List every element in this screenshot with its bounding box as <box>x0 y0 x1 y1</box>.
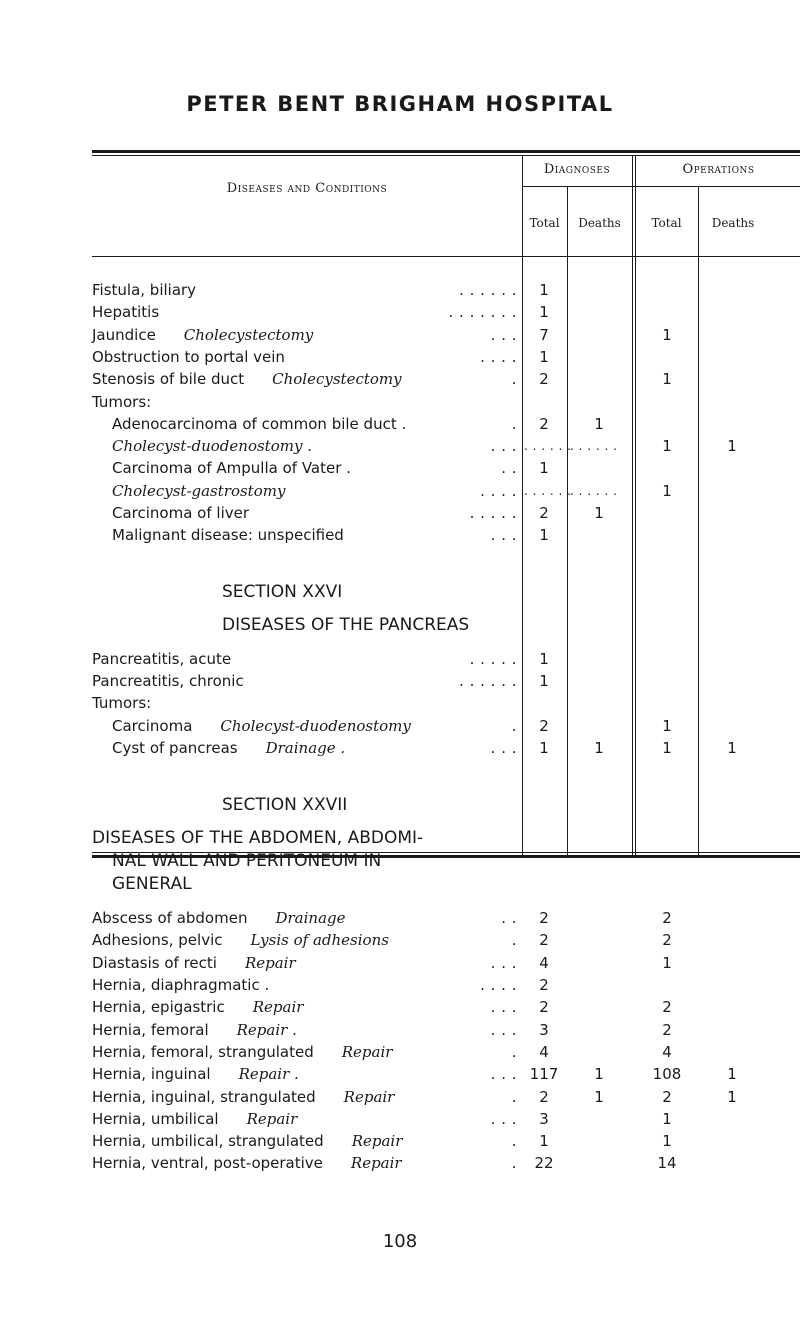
ops-total-cell: 14 <box>657 1154 677 1173</box>
procedure-label: Repair <box>341 1042 393 1061</box>
condition-label: Obstruction to portal vein <box>92 347 285 366</box>
dot-leader: . . <box>501 909 517 928</box>
diag-total-cell: 1 <box>539 459 549 478</box>
top-rule-2 <box>92 155 800 156</box>
table-row <box>92 1063 800 1085</box>
diag-total-cell: 2 <box>539 504 549 522</box>
diag-total-cell: 1 <box>539 738 549 757</box>
procedure-label: Repair <box>343 1087 395 1106</box>
header-diagnoses: Diagnoses <box>543 162 611 177</box>
condition-cell <box>112 457 351 479</box>
condition-cell <box>92 996 303 1018</box>
table-row <box>92 1108 800 1130</box>
condition-cell <box>92 346 285 368</box>
condition-label: Jaundice <box>92 325 156 344</box>
table-row <box>92 391 800 413</box>
diag-total-cell: 2 <box>539 716 549 735</box>
header-bottom-rule <box>92 256 800 257</box>
dot-leader: . . . . . <box>469 649 517 668</box>
top-rule <box>92 150 800 153</box>
diag-deaths-cell: 1 <box>594 504 604 522</box>
condition-cell <box>92 907 346 929</box>
condition-cell <box>92 1152 402 1174</box>
header-ops-total: Total <box>651 216 682 230</box>
condition-label: Hernia, inguinal <box>92 1065 211 1084</box>
header-diag-deaths: Deaths <box>578 216 621 230</box>
condition-cell <box>112 435 312 457</box>
procedure-label: Drainage . <box>265 738 346 757</box>
ops-total-cell: 1 <box>662 437 672 456</box>
diag-total-cell: 4 <box>539 953 549 972</box>
diag-total-cell: 1 <box>539 671 549 690</box>
condition-label: Carcinoma <box>112 716 193 735</box>
diag-total-cell: 1 <box>539 649 549 668</box>
condition-cell <box>92 929 389 951</box>
table-row <box>92 692 800 714</box>
table-row <box>92 301 800 323</box>
ops-deaths-cell: 1 <box>727 1065 737 1084</box>
ops-total-cell: 1 <box>662 738 672 757</box>
table-row <box>92 737 800 759</box>
procedure-label: Cholecyst-duodenostomy <box>220 716 411 735</box>
condition-label: Stenosis of bile duct <box>92 370 245 389</box>
diag-total-cell: 22 <box>534 1154 554 1173</box>
dot-fill-diagnoses: . . . . . . <box>524 439 572 454</box>
section-27-subtitle-line: DISEASES OF THE ABDOMEN, ABDOMI- <box>92 828 424 849</box>
table-row <box>92 435 800 457</box>
table-row <box>92 279 800 301</box>
table-row <box>92 368 800 390</box>
table-row <box>92 929 800 951</box>
table-row <box>92 1152 800 1174</box>
diag-deaths-cell: 1 <box>594 1065 604 1084</box>
ops-subheader-rule <box>634 186 800 187</box>
condition-label: Hernia, umbilical, strangulated <box>92 1132 324 1151</box>
condition-label: Carcinoma of liver <box>112 504 250 522</box>
table-row <box>92 413 800 435</box>
section-26-subtitle: DISEASES OF THE PANCREAS <box>222 614 470 635</box>
header-diseases: Diseases and Conditions <box>226 181 388 196</box>
section-27-title: SECTION XXVII <box>222 795 348 816</box>
diag-deaths-cell: 1 <box>594 414 604 433</box>
ops-total-cell: 2 <box>662 1020 672 1039</box>
condition-cell <box>112 524 344 546</box>
dot-leader: . <box>511 1042 517 1061</box>
ops-total-cell: 1 <box>662 370 672 389</box>
diag-total-cell: 2 <box>539 370 549 389</box>
diag-total-cell: 1 <box>539 526 549 545</box>
ops-total-cell: 2 <box>662 909 672 928</box>
dot-leader: . . . . <box>480 976 517 994</box>
dot-leader: . . . . . . . <box>448 303 517 322</box>
dot-leader: . . . . <box>480 347 517 366</box>
condition-cell <box>92 1063 299 1085</box>
condition-label: Hernia, epigastric <box>92 998 225 1017</box>
dot-fill-deaths: . . . . . . <box>570 439 618 454</box>
table-row <box>92 648 800 670</box>
condition-label: Hernia, femoral <box>92 1020 209 1039</box>
condition-cell <box>112 413 406 435</box>
header-ops-deaths: Deaths <box>711 216 755 230</box>
condition-cell <box>92 670 244 692</box>
dot-leader: . . . . . . <box>459 281 517 299</box>
condition-cell <box>92 1130 402 1152</box>
condition-label: Pancreatitis, chronic <box>92 671 244 690</box>
dot-fill-deaths: . . . . . . <box>570 483 618 498</box>
dot-leader: . . . <box>490 1020 517 1039</box>
table-row <box>92 1086 800 1108</box>
ops-total-cell: 2 <box>662 998 672 1017</box>
table-row <box>92 502 800 524</box>
ops-total-cell: 1 <box>662 1109 672 1128</box>
ops-total-cell: 1 <box>662 953 672 972</box>
diag-total-cell: 1 <box>539 1132 549 1151</box>
procedure-label: Repair <box>252 998 304 1017</box>
diag-total-cell: 2 <box>539 909 549 928</box>
ops-deaths-cell: 1 <box>727 437 737 456</box>
condition-label: Adhesions, pelvic <box>92 931 223 950</box>
condition-cell <box>92 952 296 974</box>
condition-label: Tumors: <box>92 694 152 713</box>
page-number: 108 <box>382 1231 418 1252</box>
diag-total-cell: 2 <box>539 414 549 433</box>
diag-deaths-cell: 1 <box>594 1087 604 1106</box>
condition-cell <box>92 1086 394 1108</box>
diag-total-cell: 7 <box>539 325 549 344</box>
table-row <box>92 324 800 346</box>
table-row <box>92 1041 800 1063</box>
procedure-label: Cholecyst-gastrostomy <box>112 481 286 500</box>
dot-leader: . . . <box>490 526 517 545</box>
dot-leader: . . <box>501 459 517 478</box>
condition-cell <box>92 974 269 996</box>
procedure-label: Repair <box>350 1154 402 1173</box>
section-27-subtitle-line: GENERAL <box>112 874 192 895</box>
table-row <box>92 480 800 502</box>
dot-leader: . . . . . <box>469 504 517 522</box>
dot-leader: . <box>511 1132 517 1151</box>
ops-total-cell: 108 <box>652 1065 682 1084</box>
procedure-label: Drainage <box>275 909 346 928</box>
procedure-label: Repair . <box>238 1065 299 1084</box>
condition-cell <box>92 648 231 670</box>
condition-label: Carcinoma of Ampulla of Vater . <box>112 459 351 478</box>
condition-label: Pancreatitis, acute <box>92 649 232 668</box>
section-26-title: SECTION XXVI <box>222 581 343 602</box>
condition-label: Hernia, ventral, post-operative <box>92 1154 323 1173</box>
diag-total-cell: 2 <box>539 998 549 1017</box>
diag-total-cell: 2 <box>539 931 549 950</box>
table-row <box>92 524 800 546</box>
condition-cell <box>92 391 151 413</box>
condition-cell <box>112 480 285 502</box>
dot-fill-diagnoses: . . . . . . <box>524 483 572 498</box>
table-row <box>92 715 800 737</box>
diag-total-cell: 117 <box>529 1065 559 1084</box>
condition-label: Hernia, femoral, strangulated <box>92 1042 314 1061</box>
condition-label: Adenocarcinoma of common bile duct . <box>112 414 407 433</box>
table-row <box>92 974 800 996</box>
diag-total-cell: 1 <box>539 281 549 299</box>
procedure-label: Repair <box>244 953 296 972</box>
dot-leader: . <box>511 414 517 433</box>
table-row <box>92 457 800 479</box>
diag-deaths-cell: 1 <box>594 738 604 757</box>
condition-label: Malignant disease: unspecified <box>112 526 344 545</box>
diag-total-cell: 3 <box>539 1020 549 1039</box>
procedure-label: Cholecystectomy <box>272 370 402 389</box>
dot-leader: . . . . <box>480 481 517 500</box>
condition-label: Hernia, umbilical <box>92 1109 219 1128</box>
condition-cell <box>112 502 249 524</box>
condition-cell <box>112 737 345 759</box>
ops-deaths-cell: 1 <box>727 1087 737 1106</box>
table-row <box>92 952 800 974</box>
condition-cell <box>92 301 159 323</box>
dot-leader: . <box>511 370 517 389</box>
condition-cell <box>92 1108 297 1130</box>
condition-label: Hernia, inguinal, strangulated <box>92 1087 316 1106</box>
procedure-label: Lysis of adhesions <box>250 931 389 950</box>
dot-leader: . . . <box>490 1065 517 1084</box>
procedure-label: Cholecyst-duodenostomy . <box>112 437 312 456</box>
ops-total-cell: 2 <box>662 1087 672 1106</box>
ops-total-cell: 1 <box>662 1132 672 1151</box>
statistics-table <box>92 150 800 1173</box>
dot-leader: . . . <box>490 998 517 1017</box>
table-row <box>92 670 800 692</box>
dot-leader: . <box>511 716 517 735</box>
condition-cell <box>112 715 411 737</box>
dot-leader: . . . <box>490 437 517 456</box>
ops-total-cell: 1 <box>662 481 672 500</box>
diag-total-cell: 2 <box>539 1087 549 1106</box>
header-diag-total: Total <box>529 216 560 230</box>
procedure-label: Repair <box>351 1132 403 1151</box>
section-27-subtitle-line: NAL WALL AND PERITONEUM IN <box>112 851 382 872</box>
condition-cell <box>92 1041 392 1063</box>
condition-label: Diastasis of recti <box>92 953 217 972</box>
dot-leader: . . . <box>490 738 517 757</box>
procedure-label: Repair . <box>236 1020 297 1039</box>
condition-cell <box>92 692 151 714</box>
header-operations: Operations <box>682 162 755 177</box>
condition-cell <box>92 1019 297 1041</box>
ops-total-cell: 4 <box>662 1042 672 1061</box>
diag-total-cell: 4 <box>539 1042 549 1061</box>
dot-leader: . <box>511 931 517 950</box>
diag-total-cell: 1 <box>539 347 549 366</box>
table-row <box>92 1130 800 1152</box>
dot-leader: . . . <box>490 1109 517 1128</box>
diag-total-cell: 1 <box>539 303 549 322</box>
condition-label: Hernia, diaphragmatic . <box>92 976 270 994</box>
dot-leader: . . . <box>490 953 517 972</box>
ops-total-cell: 2 <box>662 931 672 950</box>
page-title: PETER BENT BRIGHAM HOSPITAL <box>186 92 614 116</box>
table-row <box>92 346 800 368</box>
ops-total-cell: 1 <box>662 716 672 735</box>
condition-cell <box>92 279 196 301</box>
condition-cell <box>92 324 313 346</box>
procedure-label: Cholecystectomy <box>183 325 314 344</box>
condition-label: Hepatitis <box>92 303 160 322</box>
dot-leader: . <box>511 1087 517 1106</box>
ops-total-cell: 1 <box>662 325 672 344</box>
dot-leader: . . . <box>490 325 517 344</box>
condition-cell <box>92 368 402 390</box>
diag-total-cell: 3 <box>539 1109 549 1128</box>
table-row <box>92 996 800 1018</box>
procedure-label: Repair <box>246 1109 298 1128</box>
table-row <box>92 1019 800 1041</box>
ops-deaths-cell: 1 <box>727 738 737 757</box>
diag-total-cell: 2 <box>539 976 549 994</box>
condition-label: Tumors: <box>92 392 152 411</box>
condition-label: Fistula, biliary <box>92 281 197 299</box>
table-row <box>92 907 800 929</box>
condition-label: Abscess of abdomen <box>92 909 248 928</box>
dot-leader: . <box>511 1154 517 1173</box>
condition-label: Cyst of pancreas <box>112 738 238 757</box>
dot-leader: . . . . . . <box>459 671 517 690</box>
